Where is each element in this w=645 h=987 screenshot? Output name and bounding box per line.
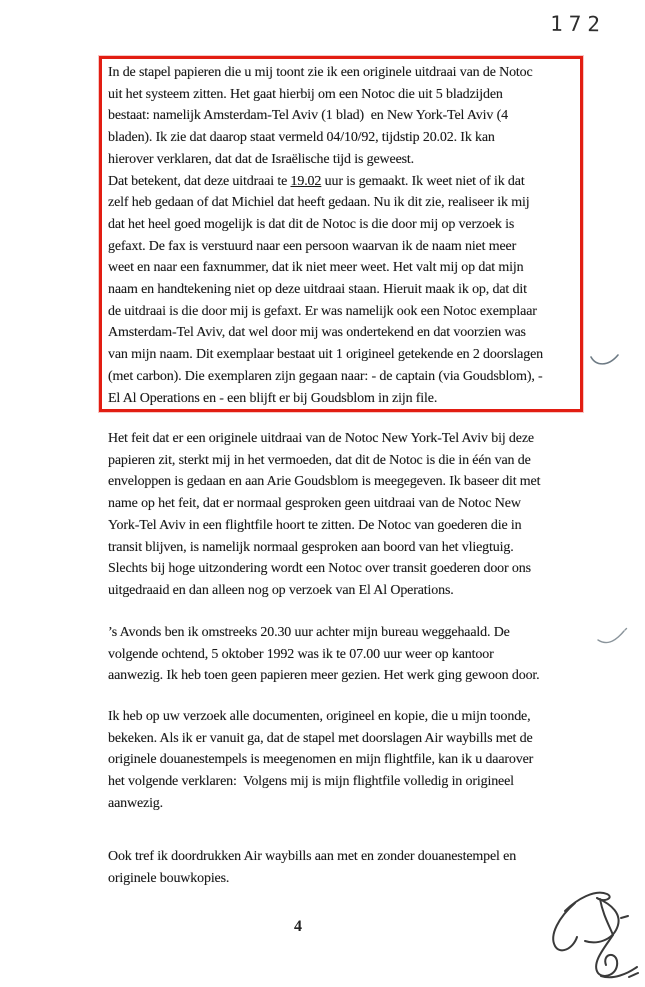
text-line: Ik heb op uw verzoek alle documenten, origineel en kopie, die u mijn toonde, xyxy=(108,709,531,724)
footer-page-number: 4 xyxy=(294,918,302,935)
red-annotation-box xyxy=(99,56,583,412)
text-line: het volgende verklaren: Volgens mij is mijn flightfile volledig in origineel xyxy=(108,774,514,790)
text-line: name op het feit, dat er normaal gesproken geen uitdraai van de Notoc New xyxy=(108,496,521,512)
text-line: aanwezig. Ik heb toen geen papieren meer gezien. Het werk ging gewoon door. xyxy=(108,668,540,684)
text-line: weet en naar een faxnummer, dat ik niet meer weet. Het valt mij op dat mijn xyxy=(108,260,524,276)
text-line: In de stapel papieren die u mij toont zie ik een originele uitdraai van de Notoc xyxy=(108,65,533,80)
text-line: El Al Operations en - een blijft er bij Goudsblom in zijn file. xyxy=(108,390,438,406)
paragraph-notoc-vermoeden xyxy=(108,428,540,602)
text-line: hierover verklaren, dat dat de Israëlische tijd is geweest. xyxy=(108,151,415,167)
boxed-statement-time-line xyxy=(108,171,580,193)
paragraph-avonds xyxy=(108,622,540,687)
text-line: Het feit dat er een originele uitdraai van de Notoc New York-Tel Aviv bij deze xyxy=(108,431,534,446)
text-line: bladen). Ik zie dat daarop staat vermeld 04/10/92, tijdstip 20.02. Ik kan xyxy=(108,130,495,146)
text-line: de uitdraai is die door mij is gefaxt. Er was namelijk ook een Notoc exemplaar xyxy=(108,303,537,319)
text-line: York-Tel Aviv in een flightfile hoort te zitten. De Notoc van goederen die in xyxy=(108,517,522,533)
pen-curve-mark-icon xyxy=(596,626,630,648)
text-line: originele bouwkopies. xyxy=(108,870,230,886)
text-line: Amsterdam-Tel Aviv, dat wel door mij was ondertekend en dat voorzien was xyxy=(108,325,526,341)
time-line-post: uur is gemaakt. Ik weet niet of ik dat xyxy=(321,173,525,189)
stamp-page-number: 172 xyxy=(549,11,607,37)
text-line: van mijn naam. Dit exemplaar bestaat uit 1 origineel getekende en 2 doorslagen xyxy=(108,347,543,363)
text-line: Slechts bij hoge uitzondering wordt een Notoc over transit goederen door ons xyxy=(108,561,531,577)
text-line: dat het heel goed mogelijk is dat dit de Notoc is die door mij op verzoek is xyxy=(108,216,515,232)
text-line: aanwezig. xyxy=(108,795,164,811)
text-line: transit blijven, is namelijk normaal gesproken aan boord van het vliegtuig. xyxy=(108,539,514,555)
text-line: Ook tref ik doordrukken Air waybills aan met en zonder douanestempel en xyxy=(108,849,517,864)
boxed-statement-top xyxy=(108,62,580,171)
text-line: volgende ochtend, 5 oktober 1992 was ik te 07.00 uur weer op kantoor xyxy=(108,646,494,662)
text-line: gefaxt. De fax is verstuurd naar een persoon waarvan ik de naam niet meer xyxy=(108,238,517,254)
text-line: zelf heb gedaan of dat Michiel dat heeft gedaan. Nu ik dit zie, realiseer ik mij xyxy=(108,195,530,211)
signature-icon xyxy=(505,885,645,987)
text-line: bekeken. Als ik er vanuit ga, dat de stapel met doorslagen Air waybills met de xyxy=(108,730,533,746)
paragraph-documenten xyxy=(108,706,533,815)
text-line: (met carbon). Die exemplaren zijn gegaan naar: - de captain (via Goudsblom), - xyxy=(108,368,543,384)
text-line: bestaat: namelijk Amsterdam-Tel Aviv (1 blad) en New York-Tel Aviv (4 xyxy=(108,108,508,124)
text-line: uitgedraaid en dan alleen nog op verzoek van El Al Operations. xyxy=(108,582,454,598)
text-line: naam en handtekening niet op deze uitdraai staan. Hieruit maak ik op, dat dit xyxy=(108,282,527,298)
text-line: papieren zit, sterkt mij in het vermoeden, dat dit de Notoc is die in één van de xyxy=(108,452,531,468)
paragraph-doordrukken xyxy=(108,846,516,889)
underlined-time-value: 19.02 xyxy=(290,173,322,189)
boxed-statement-bottom xyxy=(108,192,580,409)
text-line: originele douanestempels is meegenomen en mijn flightfile, kan ik u daarover xyxy=(108,752,534,768)
pen-curve-mark-icon xyxy=(589,352,621,372)
time-line-pre: Dat betekent, dat deze uitdraai te xyxy=(108,173,291,189)
text-line: enveloppen is gedaan en aan Arie Goudsblom is meegegeven. Ik baseer dit met xyxy=(108,474,541,490)
text-line: ’s Avonds ben ik omstreeks 20.30 uur achter mijn bureau weggehaald. De xyxy=(108,625,510,640)
text-line: uit het systeem zitten. Het gaat hierbij om een Notoc die uit 5 bladzijden xyxy=(108,86,503,102)
